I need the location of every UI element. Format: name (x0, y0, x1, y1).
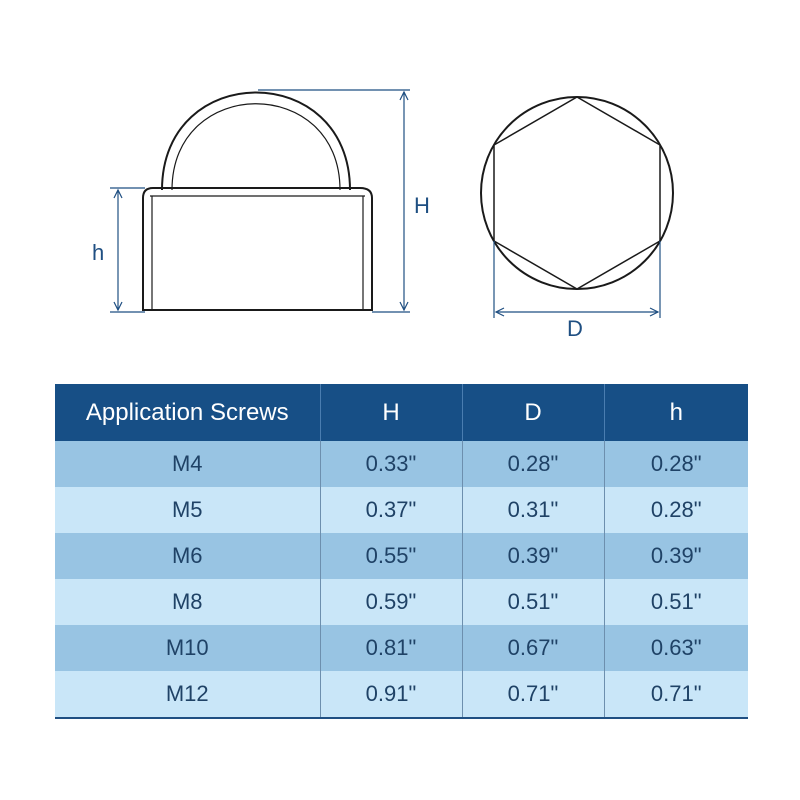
cell-screw: M8 (55, 579, 320, 625)
cell-h: 0.39" (604, 533, 748, 579)
cell-H: 0.91" (320, 671, 462, 718)
dimension-h (110, 188, 145, 312)
cell-h: 0.28" (604, 487, 748, 533)
cell-screw: M6 (55, 533, 320, 579)
cell-h: 0.63" (604, 625, 748, 671)
top-view (481, 97, 673, 289)
table-row (55, 625, 748, 671)
table-row (55, 533, 748, 579)
dome-outline (162, 93, 350, 191)
cell-h: 0.71" (604, 671, 748, 718)
table-row (55, 671, 748, 718)
cap-nut-diagram (0, 0, 800, 360)
cell-H: 0.55" (320, 533, 462, 579)
header-application-screws: Application Screws (55, 384, 320, 441)
table-row (55, 441, 748, 487)
body-outline (143, 188, 372, 310)
cell-h: 0.28" (604, 441, 748, 487)
dimension-D-label: D (567, 316, 583, 341)
hexagon-outline (494, 97, 660, 289)
cell-screw: M12 (55, 671, 320, 718)
dome-inner (172, 104, 340, 190)
cell-h: 0.51" (604, 579, 748, 625)
cell-D: 0.51" (462, 579, 604, 625)
cell-screw: M5 (55, 487, 320, 533)
cell-D: 0.31" (462, 487, 604, 533)
table-row (55, 487, 748, 533)
dimension-h-label: h (92, 240, 105, 265)
dimension-H (258, 90, 410, 312)
cell-D: 0.71" (462, 671, 604, 718)
cell-D: 0.28" (462, 441, 604, 487)
table-header-row (55, 384, 748, 441)
cell-H: 0.33" (320, 441, 462, 487)
header-D: D (462, 384, 604, 441)
dimension-H-label: H (414, 193, 430, 218)
dimension-D (494, 241, 660, 318)
cell-H: 0.59" (320, 579, 462, 625)
header-H: H (320, 384, 462, 441)
table-row (55, 579, 748, 625)
cell-D: 0.67" (462, 625, 604, 671)
side-view (143, 93, 372, 311)
cell-screw: M10 (55, 625, 320, 671)
specification-table (55, 384, 748, 719)
top-view-circle (481, 97, 673, 289)
cell-H: 0.37" (320, 487, 462, 533)
cell-H: 0.81" (320, 625, 462, 671)
cell-D: 0.39" (462, 533, 604, 579)
header-h: h (604, 384, 748, 441)
cell-screw: M4 (55, 441, 320, 487)
